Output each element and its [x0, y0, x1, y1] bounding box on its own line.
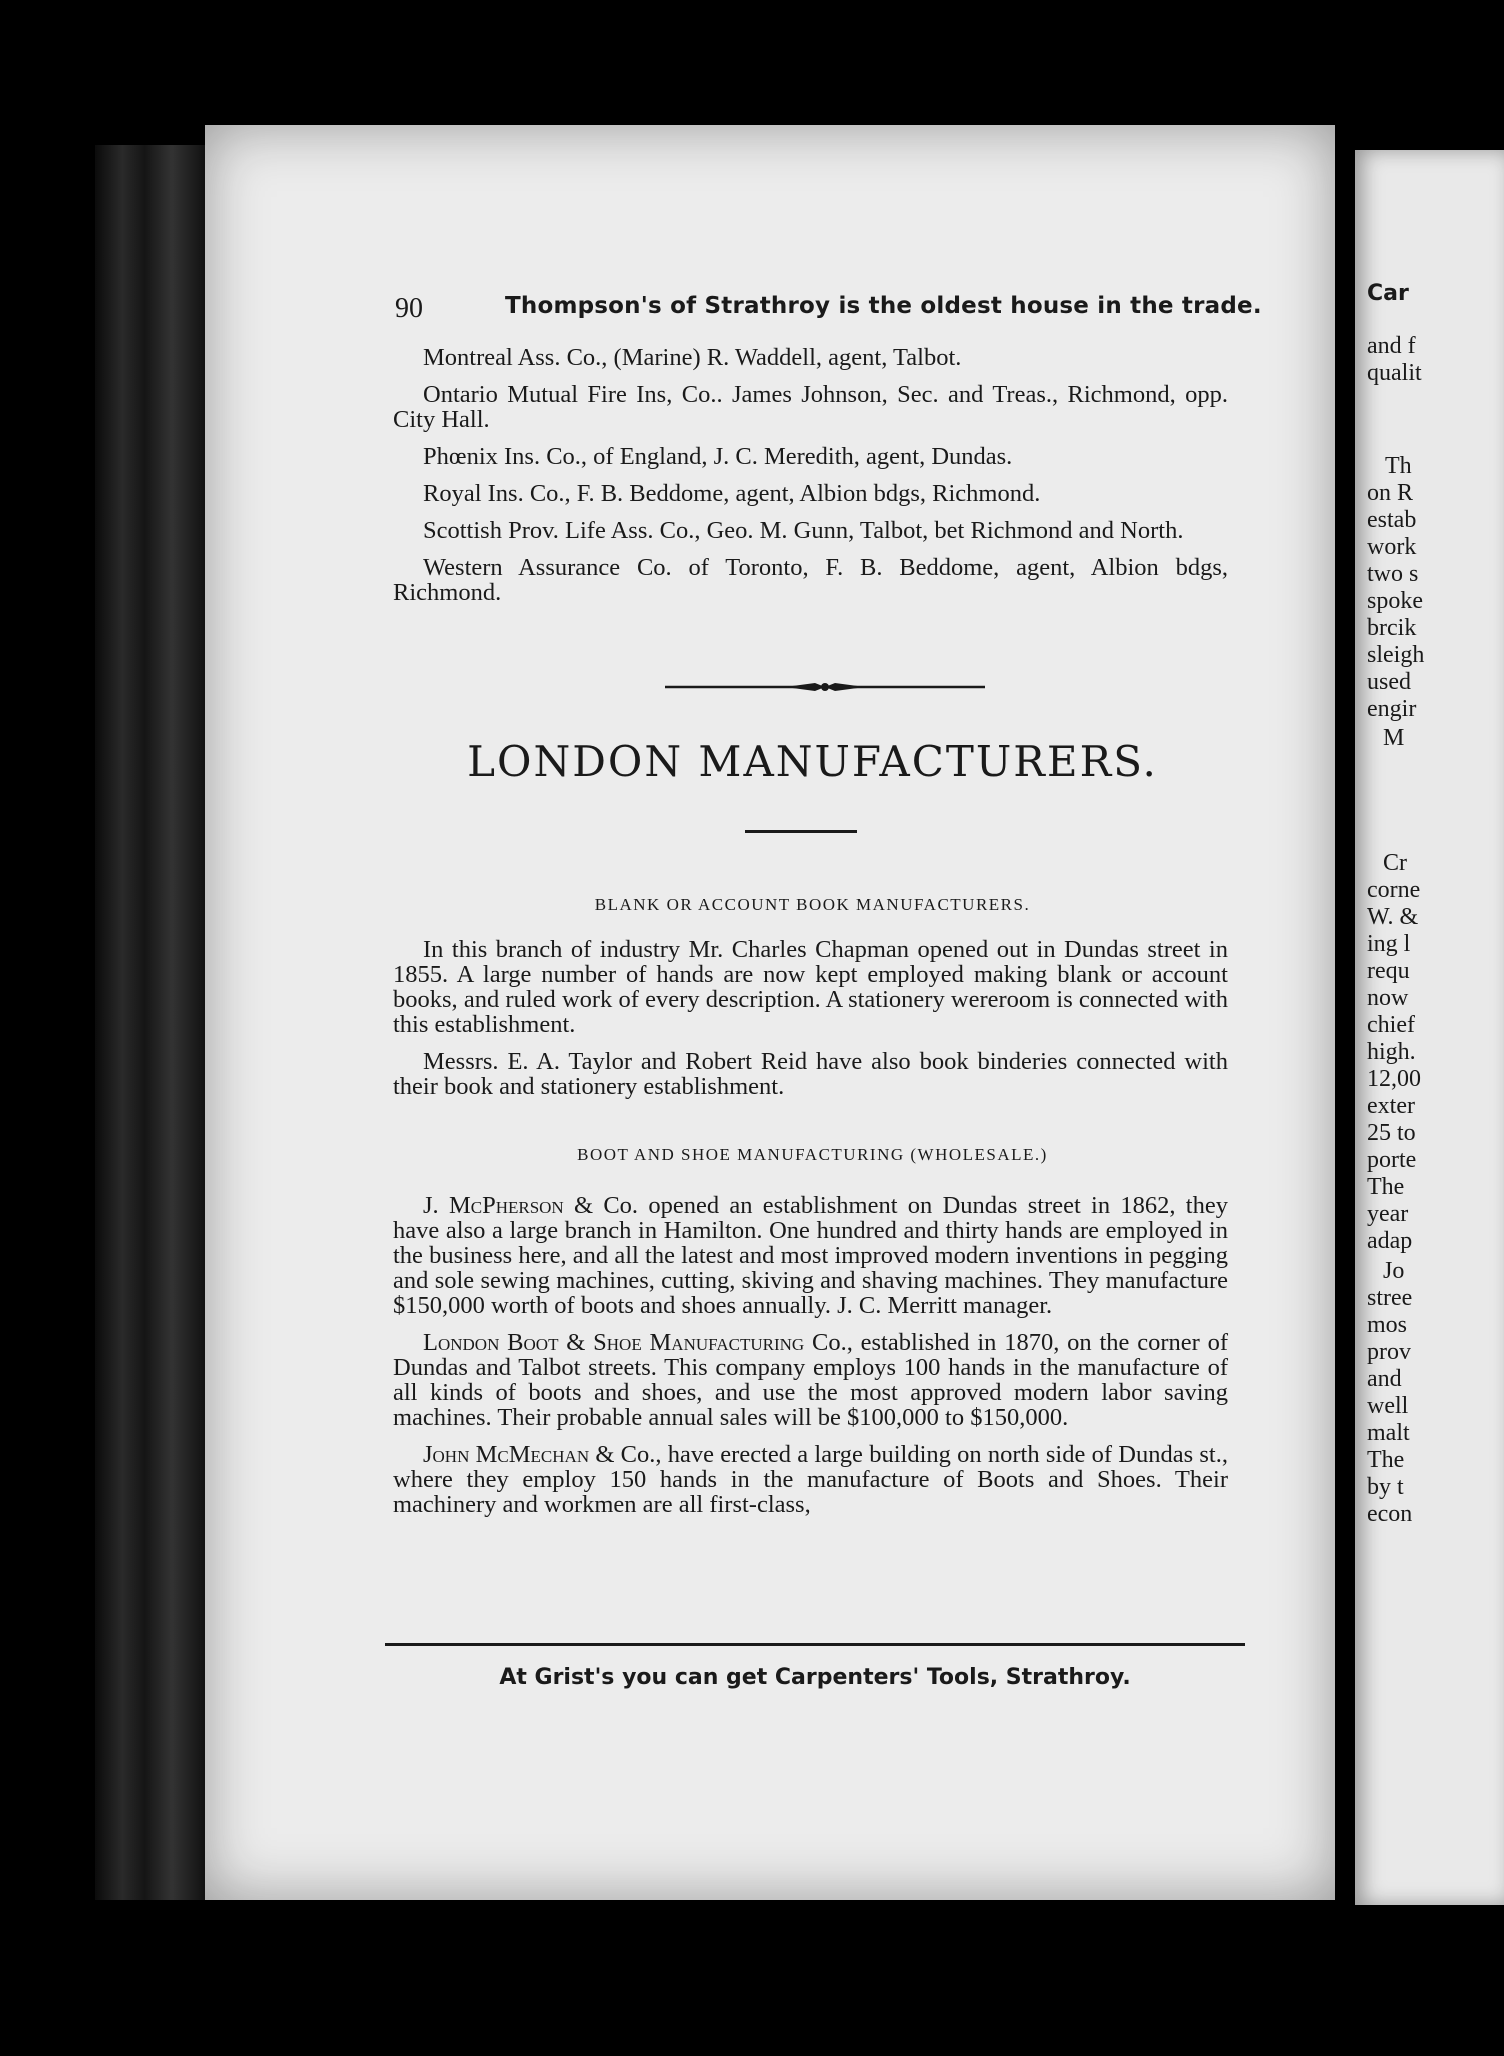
firm-name: J. McPherson	[423, 1192, 564, 1219]
footer-ad: At Grist's you can get Carpenters' Tools, Strathroy.	[499, 1665, 1131, 1690]
page-fragment: adap	[1367, 1228, 1413, 1254]
running-head: Thompson's of Strathroy is the oldest house in the trade.	[505, 293, 1262, 319]
page-fragment: spoke	[1367, 588, 1423, 614]
page-fragment: sleigh	[1367, 642, 1425, 668]
page-fragment: econ	[1367, 1501, 1413, 1527]
page-fragment: and	[1367, 1366, 1402, 1392]
firm-name: John McMechan	[423, 1441, 590, 1468]
boot-shoe-section	[393, 1193, 1228, 1529]
page-fragment: stree	[1367, 1285, 1413, 1311]
page-fragment: estab	[1367, 507, 1417, 533]
list-item: Western Assurance Co. of Toronto, F. B. Beddome, agent, Albion bdgs, Richmond.	[393, 554, 1228, 606]
page-fragment: year	[1367, 1201, 1409, 1227]
page-fragment: high.	[1367, 1039, 1416, 1065]
insurance-list	[393, 345, 1228, 617]
page-fragment: requ	[1367, 958, 1410, 984]
paragraph-text: & Co., have erected a large building on north side of Dundas st., where they employ 150 hands in the manufacture of Boots and Shoes. Their machinery and workmen are all first-class,	[393, 1441, 1228, 1518]
page-fragment: work	[1367, 534, 1417, 560]
page-fragment: used	[1367, 669, 1411, 695]
list-item: Scottish Prov. Life Ass. Co., Geo. M. Gunn, Talbot, bet Richmond and North.	[423, 517, 1184, 544]
page-fragment: prov	[1367, 1339, 1411, 1365]
list-item: Montreal Ass. Co., (Marine) R. Waddell, agent, Talbot.	[423, 344, 962, 371]
page-fragment: and f	[1367, 333, 1416, 359]
page-fragment: W. &	[1367, 904, 1419, 930]
subheading-blank-books: BLANK OR ACCOUNT BOOK MANUFACTURERS.	[594, 895, 1031, 914]
paragraph-text: & Co. opened an establishment on Dundas street in 1862, they have also a large branch in Hamilton. One hundred and thirty hands are employed in the business here, and all the latest and most improved modern inventions in pegging and sole sewing machines, cutting, skiving and shaving machines. They manufacture $150,000 worth of boots and shoes annually. J. C. Merritt manager.	[393, 1192, 1228, 1319]
page-fragment: engir	[1367, 696, 1417, 722]
page-fragment: malt	[1367, 1420, 1410, 1446]
list-item: Royal Ins. Co., F. B. Beddome, agent, Albion bdgs, Richmond.	[423, 480, 1041, 507]
page-fragment: The	[1367, 1174, 1405, 1200]
page-fragment: The	[1367, 1447, 1405, 1473]
book-spine	[95, 145, 205, 1900]
left-page	[205, 125, 1335, 1900]
ornament-divider	[665, 677, 985, 697]
subheading-boot-shoe: BOOT AND SHOE MANUFACTURING (WHOLESALE.)	[577, 1145, 1048, 1164]
list-item: Phœnix Ins. Co., of England, J. C. Meredith, agent, Dundas.	[423, 443, 1013, 470]
page-fragment: Car	[1367, 281, 1409, 306]
list-item: Ontario Mutual Fire Ins, Co.. James Johnson, Sec. and Treas., Richmond, opp. City Hall.	[393, 381, 1228, 433]
page-fragment: Cr	[1383, 850, 1407, 876]
page-fragment: qualit	[1367, 360, 1422, 386]
page-fragment: exter	[1367, 1093, 1415, 1119]
blank-books-section	[393, 937, 1228, 1111]
firm-name: London Boot & Shoe Manufacturing	[423, 1329, 805, 1356]
section-title: LONDON MANUFACTURERS.	[467, 737, 1158, 786]
page-fragment: Th	[1385, 453, 1412, 479]
page-fragment: well	[1367, 1393, 1409, 1419]
page-fragment: Jo	[1383, 1258, 1405, 1284]
paragraph	[393, 1442, 1228, 1517]
paragraph-text: Co., established in 1870, on the corner of Dundas and Talbot streets. This company employs 100 hands in the manufacture of all kinds of boots and shoes, and use the most approved modern labor saving machines. Their probable annual sales will be $100,000 to $150,000.	[393, 1329, 1229, 1431]
paragraph: In this branch of industry Mr. Charles Chapman opened out in Dundas street in 1855. A large number of hands are now kept employed making blank or account books, and ruled work of every description. A stationery wereroom is connected with this establishment.	[393, 936, 1228, 1038]
page-fragment: ing l	[1367, 931, 1411, 957]
page-fragment: mos	[1367, 1312, 1408, 1338]
page-header	[395, 293, 1265, 333]
page-fragment: corne	[1367, 877, 1421, 903]
paragraph	[393, 1330, 1228, 1430]
page-fragment: on R	[1367, 480, 1414, 506]
page-fragment: two s	[1367, 561, 1419, 587]
page-fragment: brcik	[1367, 615, 1417, 641]
title-rule	[745, 830, 857, 833]
paragraph: Messrs. E. A. Taylor and Robert Reid have also book binderies connected with their book and stationery establishment.	[393, 1048, 1228, 1100]
footer-rule	[385, 1643, 1245, 1646]
page-fragment: 12,00	[1367, 1066, 1421, 1092]
right-page-edge	[1355, 150, 1504, 1905]
page-fragment: M	[1383, 725, 1405, 751]
page-fragment: now	[1367, 985, 1409, 1011]
paragraph	[393, 1193, 1228, 1318]
page-fragment: by t	[1367, 1474, 1404, 1500]
page-number: 90	[395, 293, 423, 324]
page-fragment: 25 to	[1367, 1120, 1416, 1146]
page-fragment: chief	[1367, 1012, 1415, 1038]
page-fragment: porte	[1367, 1147, 1417, 1173]
